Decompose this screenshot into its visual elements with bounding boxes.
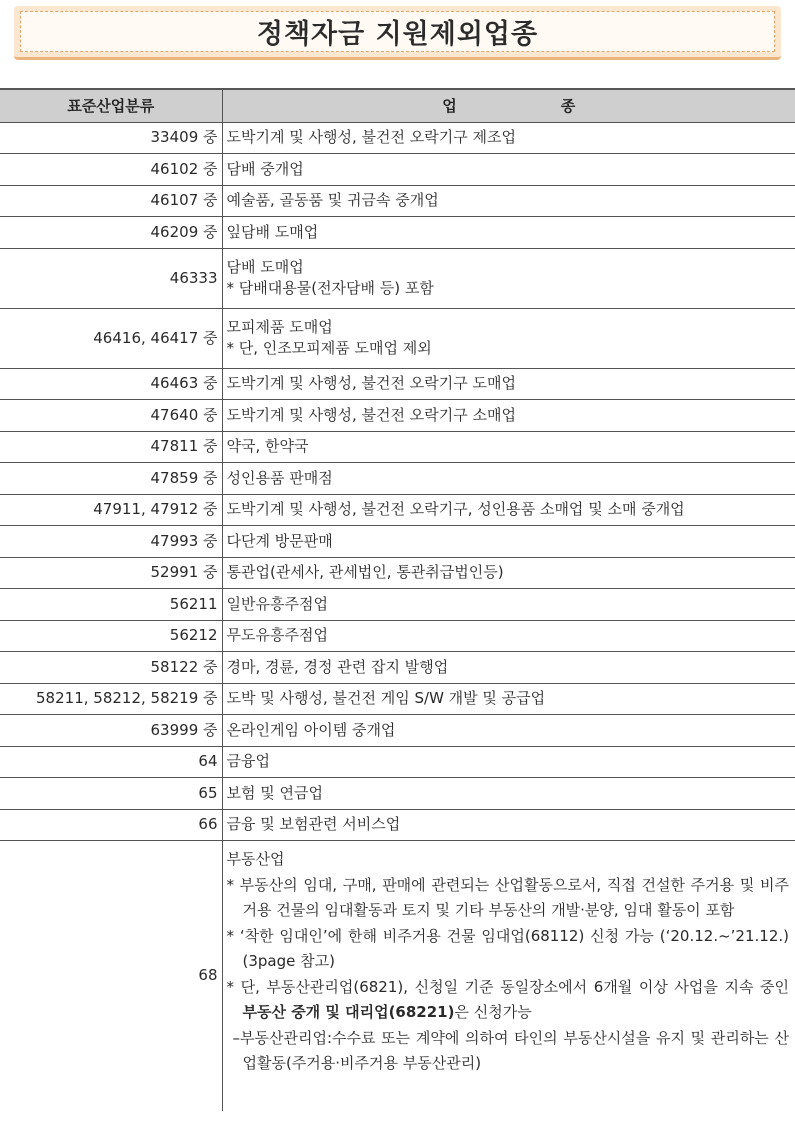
row-line: 금융업 [226,752,270,771]
row-line: 일반유흥주점업 [226,594,328,613]
table-row [0,778,795,810]
table-row [0,809,795,841]
row-code: 46333 [0,248,222,308]
excluded-industries-table [0,88,795,1111]
row-code: 64 [0,746,222,778]
row-note: * 담배대용물(전자담배 등) 포함 [226,279,434,297]
row-line: 담배 중개업 [226,159,304,178]
row-description [222,248,795,308]
header-code: 표준산업분류 [0,89,222,122]
row-code: 56212 [0,620,222,652]
row-heading: 부동산업 [226,850,285,868]
row-note: * 부동산의 임대, 구매, 판매에 관련되는 산업활동으로서, 직접 건설한 주거용 및 비주거용 건물의 임대활동과 토지 및 기타 부동산의 개발·분양, 임대 활동이 포함 [226,875,789,919]
note-text: 은 신청가능 [454,1003,532,1021]
row-line: 성인용품 판매점 [226,468,333,487]
row-line: 온라인게임 아이템 중개업 [226,720,396,739]
row-code: 47993 중 [0,526,222,558]
row-description [222,463,795,495]
note-bold-text: 부동산 중개 및 대리업(68221) [242,1003,455,1021]
table-row-real-estate [0,841,795,1111]
row-description [222,431,795,463]
table-row [0,400,795,432]
row-line: 경마, 경륜, 경정 관련 잡지 발행업 [226,657,449,676]
row-description [222,715,795,747]
row-description [222,778,795,810]
header-industry-right: 종 [560,97,576,116]
row-description [222,809,795,841]
table-row [0,248,795,308]
table-row [0,368,795,400]
table-row [0,463,795,495]
row-line: 보험 및 연금업 [226,783,323,802]
row-line: 다단계 방문판매 [226,531,333,550]
row-code: 46463 중 [0,368,222,400]
row-note: * 단, 인조모피제품 도매업 제외 [226,339,432,357]
row-code: 33409 중 [0,122,222,154]
table-row [0,431,795,463]
row-line: 통관업(관세사, 관세법인, 통관취급법인등) [226,563,504,582]
table-row [0,620,795,652]
row-description [222,652,795,684]
row-description [222,308,795,368]
row-code: 58122 중 [0,652,222,684]
row-description [222,557,795,589]
row-description [222,746,795,778]
table-row [0,154,795,186]
row-description [222,368,795,400]
table-row [0,652,795,684]
table-row [0,557,795,589]
row-code: 46107 중 [0,185,222,217]
row-code: 66 [0,809,222,841]
table-row [0,683,795,715]
row-line: 금융 및 보험관련 서비스업 [226,815,401,834]
title-banner [14,6,781,60]
row-note: * ‘착한 임대인’에 한해 비주거용 건물 임대업(68112) 신청 가능 (‘20.12.~’21.12.) (3page 참고) [226,926,789,970]
row-line: 잎담배 도매업 [226,222,319,241]
table-row [0,217,795,249]
row-line: 예술품, 골동품 및 귀금속 중개업 [226,191,439,210]
page-title: 정책자금 지원제외업종 [256,19,539,50]
row-description [222,122,795,154]
row-description [222,589,795,621]
table-row [0,308,795,368]
row-description [222,400,795,432]
row-note [227,975,790,1026]
row-line: 도박기계 및 사행성, 불건전 오락기구 소매업 [226,405,516,424]
row-code: 65 [0,778,222,810]
table-body [0,122,795,1111]
row-code: 46416, 46417 중 [0,308,222,368]
table-row [0,122,795,154]
row-description [222,494,795,526]
table-row [0,526,795,558]
row-description [222,154,795,186]
row-code: 47640 중 [0,400,222,432]
title-frame [20,11,775,52]
row-line: 도박 및 사행성, 불건전 게임 S/W 개발 및 공급업 [226,689,546,708]
row-code: 58211, 58212, 58219 중 [0,683,222,715]
row-description [222,526,795,558]
row-description [222,217,795,249]
table-header-row [0,89,795,122]
row-code: 47911, 47912 중 [0,494,222,526]
table-row [0,494,795,526]
table-row [0,185,795,217]
row-code: 47811 중 [0,431,222,463]
row-code: 46209 중 [0,217,222,249]
row-line: 도박기계 및 사행성, 불건전 오락기구 제조업 [226,128,516,147]
header-industry [222,89,795,122]
row-code: 68 [0,841,222,1111]
row-description [222,185,795,217]
row-line: 담배 도매업 [226,258,304,276]
row-description [222,841,795,1111]
row-code: 63999 중 [0,715,222,747]
table-row [0,589,795,621]
row-description [222,683,795,715]
row-line: 무도유흥주점업 [226,626,328,645]
row-line: 도박기계 및 사행성, 불건전 오락기구 도매업 [226,374,516,393]
row-note: –부동산관리업:수수료 또는 계약에 의하여 타인의 부동산시설을 유지 및 관리하는 산업활동(주거용·비주거용 부동산관리) [232,1028,789,1072]
row-description [222,620,795,652]
row-line: 모피제품 도매업 [226,318,333,336]
row-code: 52991 중 [0,557,222,589]
header-industry-left: 업 [442,97,457,116]
table-row [0,746,795,778]
note-text: * 단, 부동산관리업(6821), 신청일 기준 동일장소에서 6개월 이상 사업을 지속 중인 [226,977,789,996]
row-code: 47859 중 [0,463,222,495]
row-line: 약국, 한약국 [226,437,309,456]
row-code: 56211 [0,589,222,621]
row-code: 46102 중 [0,154,222,186]
row-line: 도박기계 및 사행성, 불건전 오락기구, 성인용품 소매업 및 소매 중개업 [226,500,685,519]
table-row [0,715,795,747]
